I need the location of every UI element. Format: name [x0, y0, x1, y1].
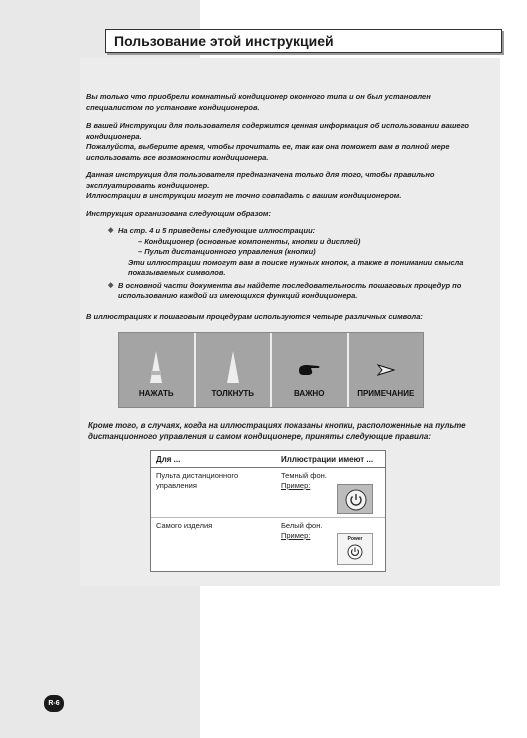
buttons-intro: Кроме того, в случаях, когда на иллюстрациях показаны кнопки, расположенные на пульте дистанционного управления и самом кондиционере, приняты следующие правила: — [88, 421, 466, 441]
symbols-intro: В иллюстрациях к пошаговым процедурам используются четыре различных символа: — [86, 312, 423, 321]
page-number-badge: R-6 — [44, 695, 64, 712]
symbol-note: ПРИМЕЧАНИЕ — [349, 333, 424, 407]
symbol-push: ТОЛКНУТЬ — [196, 333, 273, 407]
press-icon — [149, 351, 163, 383]
list-item: ◆ В основной части документа вы найдете последовательность пошаговых процедур по использованию каждой из имеющихся функций кондиционера. — [108, 280, 462, 300]
bullet-list — [108, 226, 493, 302]
list-item: ◆ На стр. 4 и 5 приведены следующие иллюстрации: – Кондиционер (основные компоненты, кнопки и дисплей) – Пульт дистанционного управления (кнопки) Эти иллюстрации помогут вам в поиске нужных кнопок, а также в понимании смысла показываемых символов. — [108, 226, 464, 277]
note-arrow-icon — [377, 364, 395, 376]
symbol-important: ВАЖНО — [272, 333, 349, 407]
button-conventions-table — [150, 450, 386, 572]
diamond-bullet-icon: ◆ — [108, 227, 114, 234]
table-row-product-label: Самого изделия — [156, 521, 213, 530]
column-header-illustrations: Иллюстрации имеют ... — [281, 455, 374, 464]
hand-pointing-icon — [298, 363, 320, 377]
table-row-remote-label: Пульта дистанционного управления — [156, 471, 239, 490]
power-icon — [338, 485, 374, 515]
push-icon — [226, 351, 240, 383]
table-row-remote-desc: Темный фон. Пример: — [281, 471, 327, 490]
symbols-panel — [118, 332, 424, 408]
manual-info-paragraph: В вашей Инструкции для пользователя содержится ценная информация об использовании вашего кондиционера. Пожалуйста, выберите время, чтобы прочитать ее, так как она поможет вам в полной мере использовать все возможности кондиционера. — [86, 121, 469, 162]
product-button-example: Power — [337, 533, 373, 565]
intro-paragraph: Вы только что приобрели комнатный кондиционер оконного типа и он был установлен специалистом по установке кондиционеров. — [86, 92, 431, 112]
column-header-for: Для ... — [156, 455, 181, 464]
symbol-press: НАЖАТЬ — [119, 333, 196, 407]
table-row-product-desc: Белый фон. Пример: — [281, 521, 323, 540]
purpose-paragraph: Данная инструкция для пользователя предназначена только для того, чтобы правильно эксплуатировать кондиционер. Иллюстрации в инструкции могут не точно совпадать с вашим кондиционером. — [86, 170, 435, 200]
organization-heading: Инструкция организована следующим образом: — [86, 209, 271, 218]
remote-button-example — [337, 484, 373, 514]
page-title-box — [105, 29, 502, 53]
page-title: Пользование этой инструкцией — [114, 33, 334, 49]
power-icon — [338, 542, 372, 564]
diamond-bullet-icon: ◆ — [108, 281, 114, 289]
